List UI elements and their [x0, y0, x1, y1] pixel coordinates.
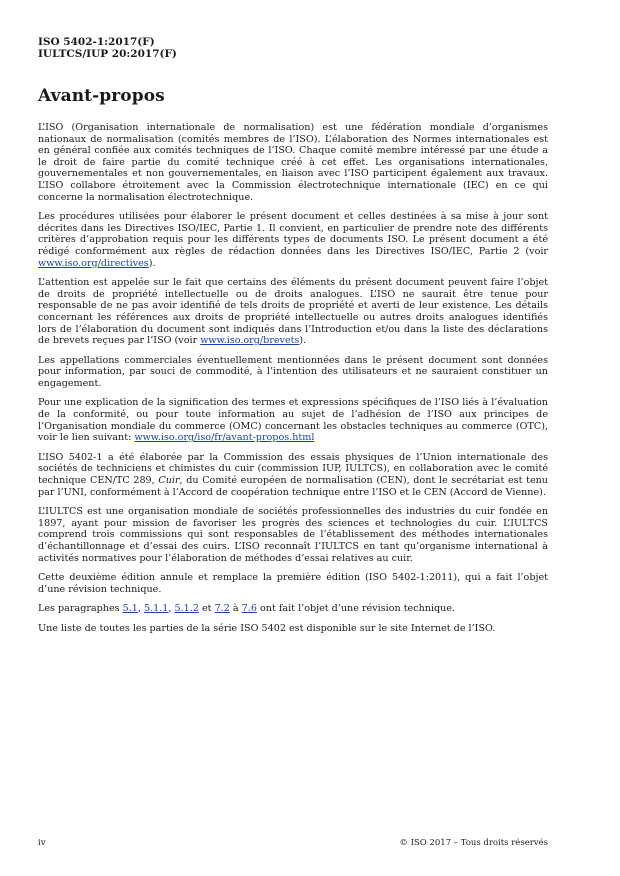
separator: ,: [137, 603, 144, 615]
paragraph-text: Pour une explication de la signification des termes et expressions spécifiques de l’ISO liés à l’évaluation de la conformité, ou pour toute information au sujet de l’adhésion de l’ISO aux principes de l’Organisation mondiale du commerce (OMC) concernant les obstacles techniques au commerce (OTC), voir le lien suivant:: [38, 397, 548, 444]
paragraph-iultcs: L’IULTCS est une organisation mondiale de sociétés professionnelles des industries du cuir fondée en 1897, ayant pour mission de favoriser les progrès des sciences et technologies du cuir. L’IULTCS comprend trois commissions qui sont responsables de l’établissement des méthodes internationales d’échantillonnage et d’essai des cuirs. L’ISO reconnaît l’IULTCS en tant qu’organisme international à activités normatives pour l’élaboration de méthodes d’essai relatives au cuir.: [38, 506, 548, 564]
separator: ,: [168, 603, 175, 615]
paragraph-parts-list: Une liste de toutes les parties de la série ISO 5402 est disponible sur le site Internet de l’ISO.: [38, 622, 496, 634]
paragraph-text: ont fait l’objet d’une révision technique.: [256, 603, 456, 615]
paragraph-edition: Cette deuxième édition annule et remplace la première édition (ISO 5402-1:2011), qui a fait l’objet d’une révision technique.: [38, 572, 548, 595]
page-title: Avant-propos: [38, 86, 165, 106]
paragraph-revisions: [38, 603, 548, 615]
document-header: [38, 36, 177, 60]
patents-link[interactable]: www.iso.org/brevets: [200, 335, 300, 347]
paragraph-text: L’ISO 5402-1 a été élaborée par la Commission des essais physiques de l’Union internationale des sociétés de techniciens et chimistes du cuir (commission IUP, IULTCS), en collaboration avec le comité technique CEN/TC 289,: [38, 451, 548, 487]
clause-link-5-1-1[interactable]: 5.1.1: [143, 603, 169, 615]
separator: à: [229, 603, 242, 615]
paragraph-procedures: [38, 211, 548, 269]
paragraph-text: Les procédures utilisées pour élaborer le présent document et celles destinées à sa mise à jour sont décrites dans les Directives ISO/IEC, Partie 1. Il convient, en particulier de prendre note des différents critères d’approbation requis pour les différents types de documents ISO. Le présent document a été rédigé conformément aux règles de rédaction données dans les Directives ISO/IEC, Partie 2 (voir: [38, 211, 548, 257]
directives-link[interactable]: www.iso.org/directives: [38, 257, 149, 269]
clause-link-5-1-2[interactable]: 5.1.2: [174, 603, 199, 615]
document-body: [38, 122, 548, 643]
paragraph-text: , du Comité européen de normalisation (CEN), dont le secrétariat est tenu par l’UNI, conformément à l’Accord de coopération technique entre l’ISO et le CEN (Accord de Vienne).: [38, 475, 548, 498]
page-number: iv: [38, 838, 46, 848]
iultcs-number: IULTCS/IUP 20:2017(F): [38, 48, 177, 60]
italic-term: Cuir: [158, 475, 180, 487]
paragraph-conformity: [38, 397, 548, 443]
copyright-notice: © ISO 2017 – Tous droits réservés: [399, 838, 548, 848]
page-footer: [38, 838, 548, 848]
clause-link-5-1[interactable]: 5.1: [122, 603, 138, 615]
paragraph-text: Les paragraphes: [38, 603, 123, 615]
paragraph-text: L’attention est appelée sur le fait que certains des éléments du présent document peuvent faire l’objet de droits de propriété intellectuelle ou de droits analogues. L’ISO ne saurait être tenue pour responsable de ne pas avoir identifié de tels droits de propriété et averti de leur existence. Les détails concernant les références aux droits de propriété intellectuelle ou autres droits analogues identifiés lors de l’élaboration du document sont indiqués dans l’Introduction et/ou dans la liste des déclarations de brevets reçues par l’ISO (voir: [38, 277, 548, 347]
clause-link-7-2[interactable]: 7.2: [214, 603, 230, 615]
paragraph-trade-names: Les appellations commerciales éventuellement mentionnées dans le présent document sont données pour information, par souci de commodité, à l’intention des utilisateurs et ne sauraient constituer un engagement.: [38, 354, 548, 389]
separator: et: [198, 603, 215, 615]
standard-number: ISO 5402-1:2017(F): [38, 36, 155, 48]
clause-link-7-6[interactable]: 7.6: [241, 603, 257, 615]
paragraph-committee: [38, 452, 548, 498]
paragraph-patents: [38, 277, 548, 347]
paragraph-iso-intro: L’ISO (Organisation internationale de normalisation) est une fédération mondiale d’organismes nationaux de normalisation (comités membres de l’ISO). L’élaboration des Normes internationales est en général confiée aux comités techniques de l’ISO. Chaque comité membre intéressé par une étude a le droit de faire partie du comité technique créé à cet effet. Les organisations internationales, gouvernementales et non gouvernementales, en liaison avec l’ISO participent également aux travaux. L’ISO collabore étroitement avec la Commission électrotechnique internationale (IEC) en ce qui concerne la normalisation électrotechnique.: [38, 122, 548, 203]
foreword-link[interactable]: www.iso.org/iso/fr/avant-propos.html: [134, 432, 315, 444]
paragraph-end: ).: [299, 335, 307, 347]
paragraph-end: ).: [148, 257, 156, 269]
